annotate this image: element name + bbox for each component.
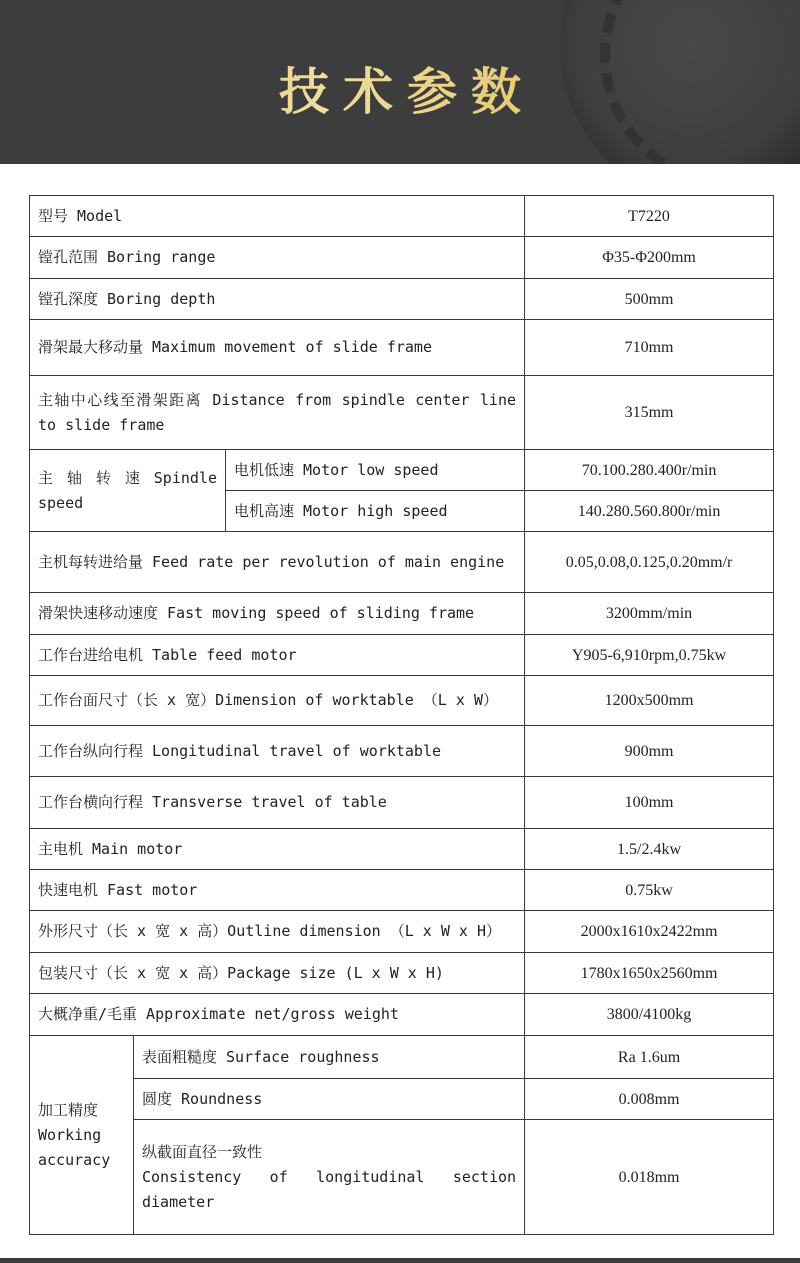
row-label-en: Consistency of longitudinal section diameter	[142, 1167, 517, 1211]
row-label: 主电机 Main motor	[30, 829, 525, 870]
row-value: 3800/4100kg	[525, 994, 774, 1036]
row-label: 圆度 Roundness	[134, 1079, 525, 1120]
table-row	[30, 676, 774, 726]
row-value: 0.75kw	[525, 870, 774, 911]
row-value: 500mm	[525, 279, 774, 320]
row-label: 电机低速 Motor low speed	[226, 450, 525, 491]
table-row	[30, 593, 774, 635]
table-row	[30, 726, 774, 777]
row-label: 电机高速 Motor high speed	[226, 491, 525, 532]
row-label: 工作台纵向行程 Longitudinal travel of worktable	[30, 726, 525, 777]
row-label-cn: 纵截面直径一致性	[142, 1142, 263, 1161]
footer-band	[0, 1258, 800, 1263]
table-row-consistency	[30, 1120, 774, 1235]
table-row-roundness	[30, 1079, 774, 1120]
row-value: T7220	[525, 196, 774, 237]
row-value: Φ35-Φ200mm	[525, 237, 774, 279]
group-label-cn: 加工精度	[38, 1100, 99, 1119]
table-row	[30, 635, 774, 676]
row-value: 900mm	[525, 726, 774, 777]
row-value: 100mm	[525, 777, 774, 829]
table-row	[30, 777, 774, 829]
table-row	[30, 870, 774, 911]
row-label: 工作台横向行程 Transverse travel of table	[30, 777, 525, 829]
table-row	[30, 953, 774, 994]
table-row	[30, 320, 774, 376]
header-banner	[0, 0, 800, 164]
table-row	[30, 237, 774, 279]
table-row-spindle-low	[30, 450, 774, 491]
working-accuracy-group-label	[30, 1036, 134, 1235]
row-value: 140.280.560.800r/min	[525, 491, 774, 532]
row-value: 1200x500mm	[525, 676, 774, 726]
row-label: 快速电机 Fast motor	[30, 870, 525, 911]
row-label: 镗孔范围 Boring range	[30, 237, 525, 279]
row-value: 315mm	[525, 376, 774, 450]
row-label: 镗孔深度 Boring depth	[30, 279, 525, 320]
row-label: 滑架快速移动速度 Fast moving speed of sliding frame	[30, 593, 525, 635]
row-value: 1.5/2.4kw	[525, 829, 774, 870]
table-row	[30, 532, 774, 593]
row-value: 1780x1650x2560mm	[525, 953, 774, 994]
row-value: Ra 1.6um	[525, 1036, 774, 1079]
table-row	[30, 994, 774, 1036]
row-value: 0.018mm	[525, 1120, 774, 1235]
row-value: 0.05,0.08,0.125,0.20mm/r	[525, 532, 774, 593]
spindle-speed-group-label: 主 轴 转 速 Spindle speed	[30, 450, 226, 532]
row-label: 型号 Model	[30, 196, 525, 237]
row-value: 710mm	[525, 320, 774, 376]
row-value: 70.100.280.400r/min	[525, 450, 774, 491]
row-label: 主机每转进给量 Feed rate per revolution of main engine	[30, 532, 525, 593]
table-row	[30, 911, 774, 953]
row-label: 包装尺寸（长 x 宽 x 高）Package size (L x W x H)	[30, 953, 525, 994]
row-label: 工作台面尺寸（长 x 宽）Dimension of worktable （L x W）	[30, 676, 525, 726]
page-title: 技术参数	[0, 52, 800, 124]
row-label: 大概净重/毛重 Approximate net/gross weight	[30, 994, 525, 1036]
table-row	[30, 829, 774, 870]
group-label-en: Working accuracy	[38, 1125, 111, 1169]
row-label: 外形尺寸（长 x 宽 x 高）Outline dimension （L x W x H）	[30, 911, 525, 953]
table-row-surface-roughness	[30, 1036, 774, 1079]
table-row	[30, 196, 774, 237]
row-label: 工作台进给电机 Table feed motor	[30, 635, 525, 676]
row-value: Y905-6,910rpm,0.75kw	[525, 635, 774, 676]
row-label: 表面粗糙度 Surface roughness	[134, 1036, 525, 1079]
row-value: 2000x1610x2422mm	[525, 911, 774, 953]
row-value: 0.008mm	[525, 1079, 774, 1120]
row-label: 主轴中心线至滑架距离 Distance from spindle center line to slide frame	[30, 376, 525, 450]
row-label: 滑架最大移动量 Maximum movement of slide frame	[30, 320, 525, 376]
spec-table	[29, 195, 774, 1235]
table-row	[30, 376, 774, 450]
row-label	[134, 1120, 525, 1235]
row-value: 3200mm/min	[525, 593, 774, 635]
table-row	[30, 279, 774, 320]
